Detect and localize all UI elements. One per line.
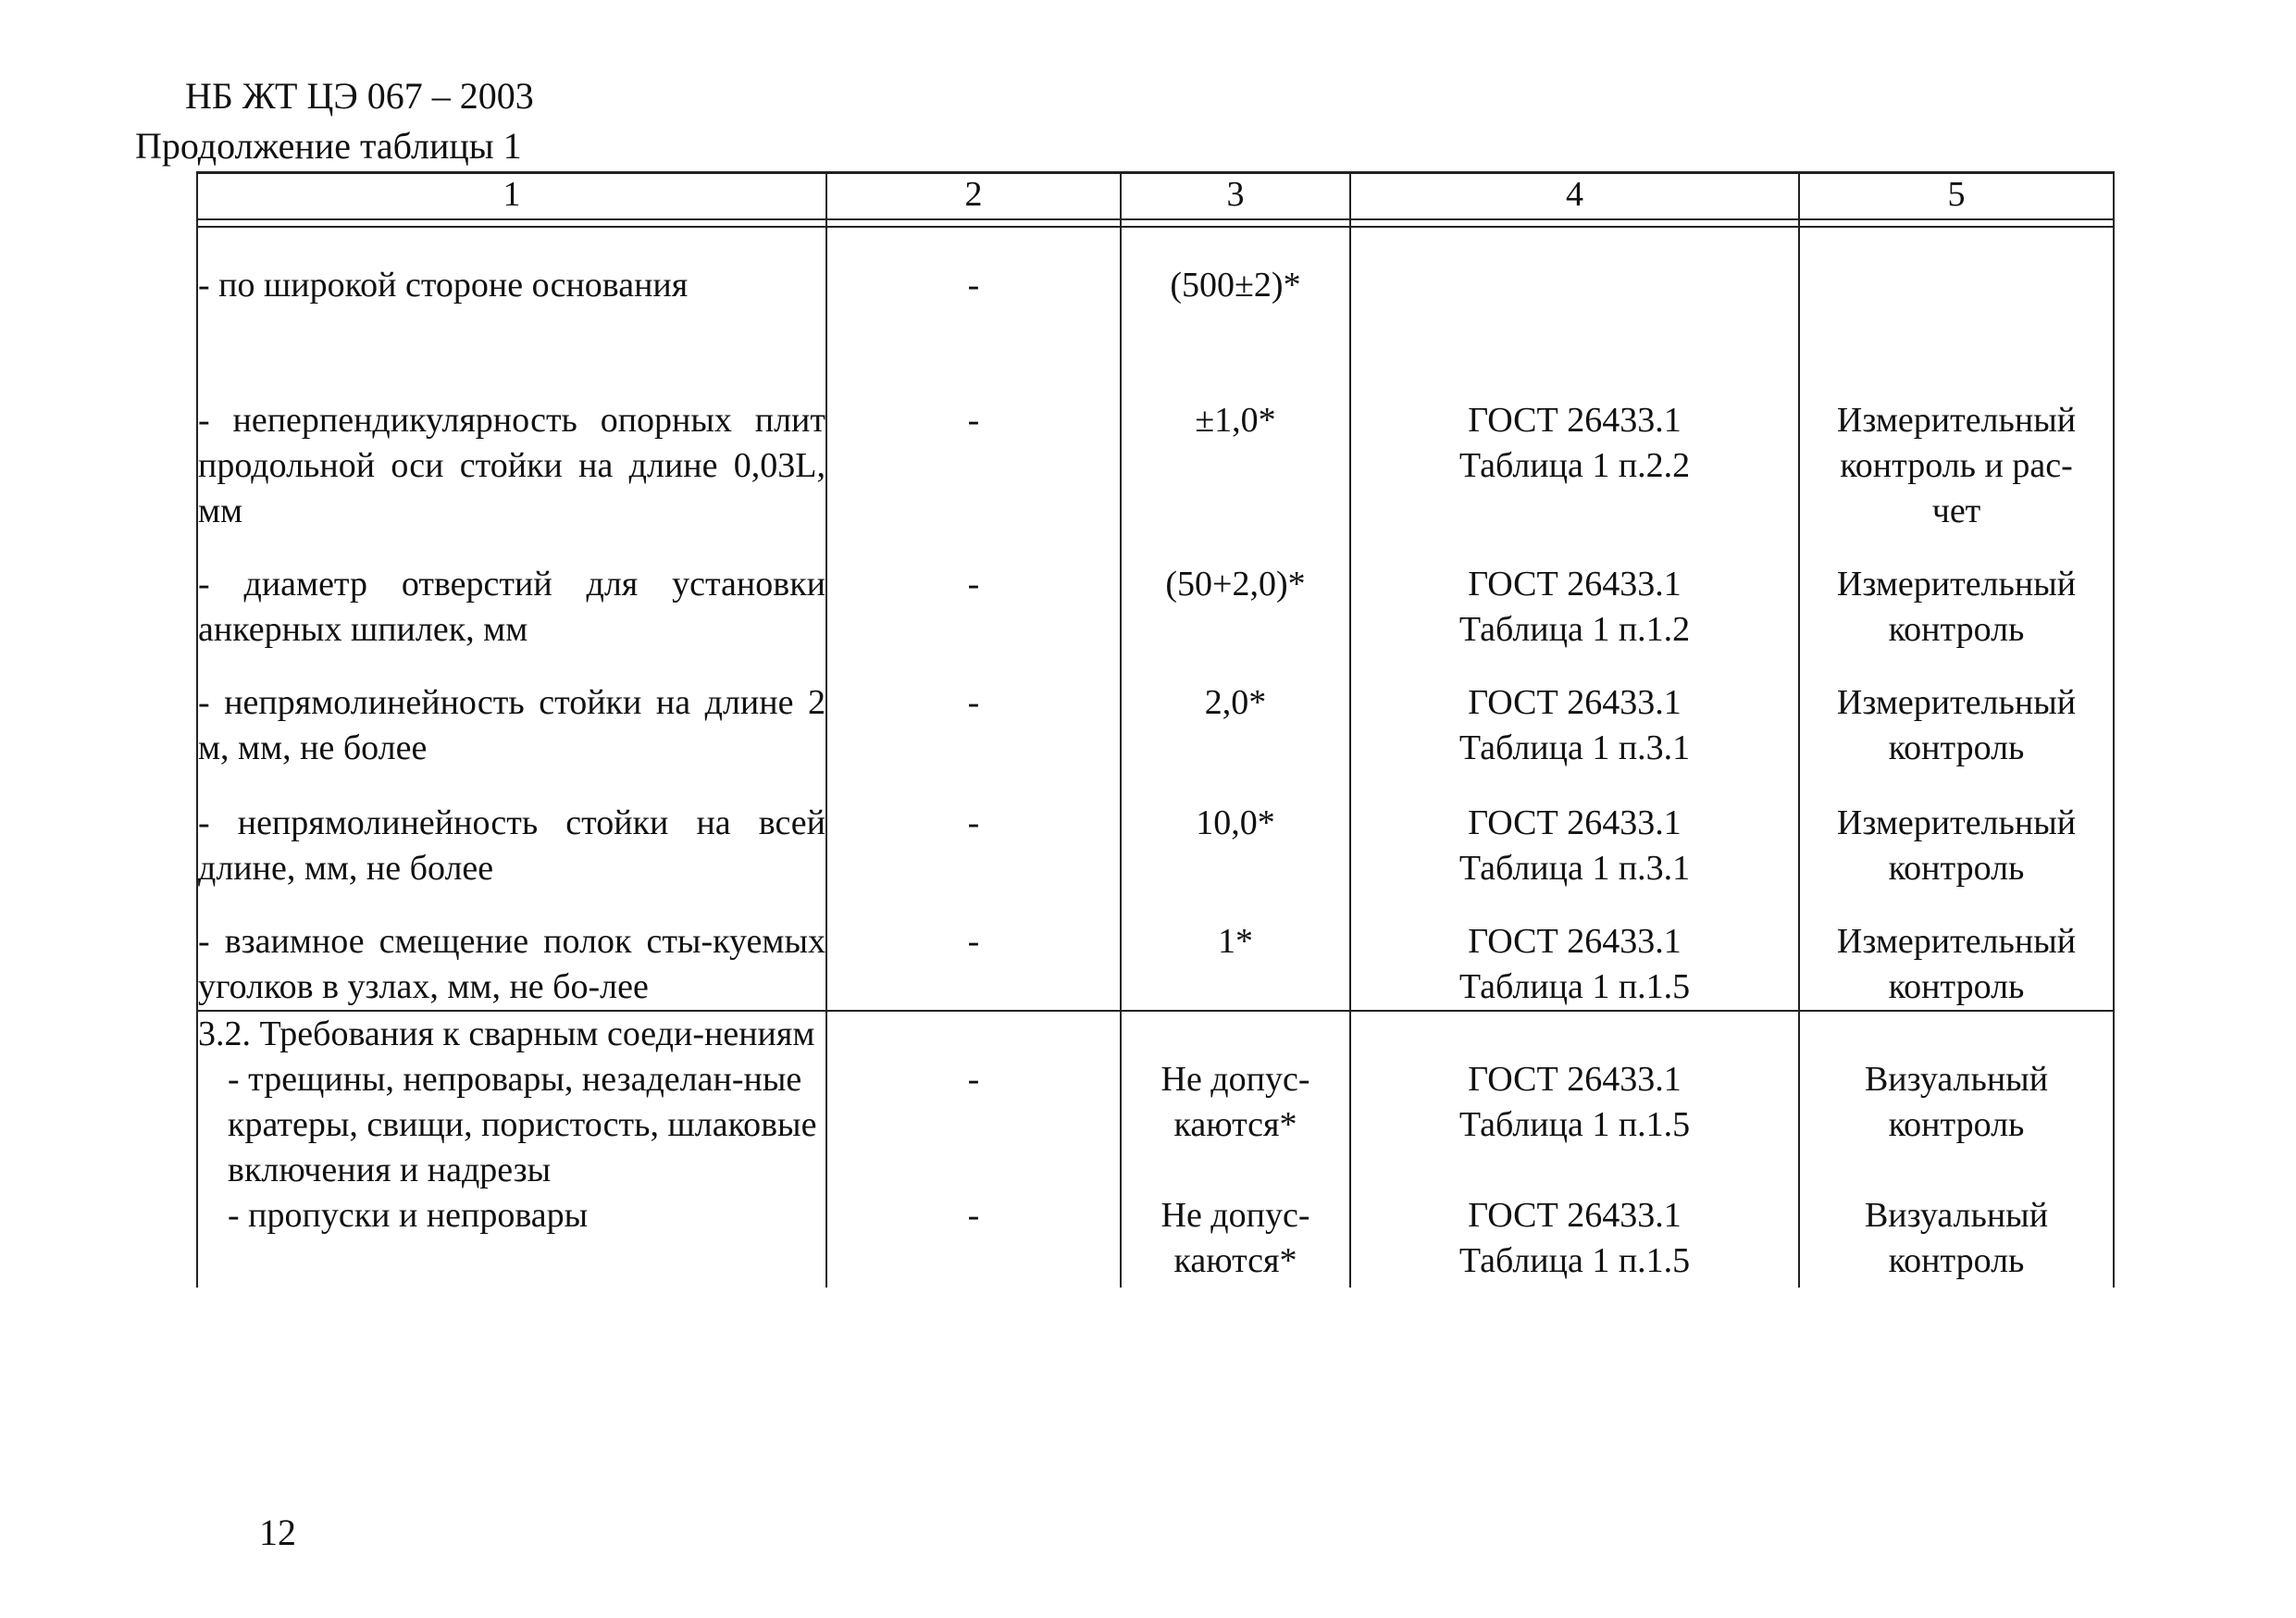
control-method-line: Визуальный	[1864, 1196, 2049, 1235]
standard-reference	[1350, 398, 1799, 534]
requirement-value-line: каются*	[1173, 1241, 1297, 1280]
control-method	[1799, 653, 2114, 771]
requirement-value: 1*	[1121, 891, 1350, 1011]
control-method-line: Визуальный	[1864, 1060, 2049, 1099]
standard-reference	[1350, 1057, 1799, 1193]
control-method-line: Измерительный	[1836, 683, 2077, 722]
requirement-value	[1121, 1057, 1350, 1193]
table-row	[197, 891, 2114, 1011]
standard-code: ГОСТ 26433.1	[1468, 565, 1682, 604]
column-2-value: -	[826, 891, 1121, 1011]
requirement-name-text: - пропуски и непровары	[228, 1196, 589, 1235]
column-number-row	[197, 173, 2114, 220]
requirement-name: - непрямолинейность стойки на длине 2 м, мм, не более	[197, 653, 826, 771]
requirement-name: - диаметр отверстий для установки анкерных шпилек, мм	[197, 534, 826, 653]
requirement-name: - неперпендикулярность опорных плит продольной оси стойки на длине 0,03L, мм	[197, 398, 826, 534]
row-spacer	[197, 1284, 2114, 1288]
standard-reference	[1350, 534, 1799, 653]
standard-clause: Таблица 1 п.3.1	[1458, 728, 1691, 767]
control-method	[1799, 398, 2114, 534]
standard-clause: Таблица 1 п.1.5	[1458, 967, 1691, 1006]
column-2-value: -	[826, 398, 1121, 534]
control-method	[1799, 227, 2114, 346]
standard-reference	[1350, 1193, 1799, 1284]
column-header-4: 4	[1350, 173, 1799, 220]
control-method-line: Измерительный	[1836, 565, 2077, 604]
standard-clause: Таблица 1 п.1.5	[1458, 1105, 1691, 1144]
control-method	[1799, 771, 2114, 891]
control-method-line: Измерительный	[1836, 401, 2077, 440]
column-2-value: -	[826, 653, 1121, 771]
requirement-name: - по широкой стороне основания	[197, 227, 826, 346]
column-header-5: 5	[1799, 173, 2114, 220]
table-row	[197, 227, 2114, 346]
control-method	[1799, 1193, 2114, 1284]
control-method-line: контроль	[1888, 849, 2025, 888]
column-2-value: -	[826, 227, 1121, 346]
standard-reference	[1350, 771, 1799, 891]
requirement-value-line: Не допус-	[1160, 1060, 1310, 1099]
requirement-value: (50+2,0)*	[1121, 534, 1350, 653]
table-row	[197, 771, 2114, 891]
requirement-value: 10,0*	[1121, 771, 1350, 891]
page-number: 12	[259, 1512, 296, 1553]
requirement-value	[1121, 1193, 1350, 1284]
control-method-line: контроль	[1888, 728, 2025, 767]
control-method-line: контроль	[1888, 967, 2025, 1006]
requirements-table	[196, 171, 2115, 1288]
row-spacer	[197, 346, 2114, 398]
requirement-name: - взаимное смещение полок сты-куемых уголков в узлах, мм, не бо-лее	[197, 891, 826, 1011]
header-double-rule	[197, 219, 2114, 227]
requirement-name	[197, 1193, 826, 1284]
table-header	[197, 173, 2114, 228]
control-method	[1799, 534, 2114, 653]
control-method	[1799, 1057, 2114, 1193]
column-header-3: 3	[1121, 173, 1350, 220]
column-2-value: -	[826, 534, 1121, 653]
standard-code: ГОСТ 26433.1	[1468, 1060, 1682, 1099]
standard-reference	[1350, 653, 1799, 771]
control-method-line: Измерительный	[1836, 922, 2077, 961]
standard-clause: Таблица 1 п.1.2	[1458, 610, 1691, 649]
standard-code: ГОСТ 26433.1	[1468, 1196, 1682, 1235]
standard-reference	[1350, 227, 1799, 346]
table-row	[197, 653, 2114, 771]
table-row	[197, 1193, 2114, 1284]
column-header-2: 2	[826, 173, 1121, 220]
requirement-value: (500±2)*	[1121, 227, 1350, 346]
control-method-line: контроль	[1888, 610, 2025, 649]
column-2-value: -	[826, 1193, 1121, 1284]
requirement-name: - непрямолинейность стойки на всей длине, мм, не более	[197, 771, 826, 891]
requirement-value-line: Не допус-	[1160, 1196, 1310, 1235]
standard-reference	[1350, 891, 1799, 1011]
section-title: 3.2. Требования к сварным соеди-нениям	[197, 1011, 826, 1057]
table-continuation-title: Продолжение таблицы 1	[135, 125, 522, 167]
requirement-value: 2,0*	[1121, 653, 1350, 771]
control-method-line: чет	[1931, 492, 1981, 530]
table-body	[197, 227, 2114, 1288]
standard-code: ГОСТ 26433.1	[1468, 683, 1682, 722]
column-header-1: 1	[197, 173, 826, 220]
standard-code: ГОСТ 26433.1	[1468, 401, 1682, 440]
control-method-line: контроль	[1888, 1241, 2025, 1280]
column-2-value: -	[826, 771, 1121, 891]
control-method-line: контроль и рас-	[1840, 446, 2073, 485]
standard-code: ГОСТ 26433.1	[1468, 803, 1682, 842]
control-method-line: Измерительный	[1836, 803, 2077, 842]
requirement-value: ±1,0*	[1121, 398, 1350, 534]
standard-clause: Таблица 1 п.3.1	[1458, 849, 1691, 888]
table-row	[197, 1057, 2114, 1193]
section-row	[197, 1011, 2114, 1057]
document-code: НБ ЖТ ЦЭ 067 – 2003	[185, 75, 534, 117]
requirement-name	[197, 1057, 826, 1193]
column-2-value: -	[826, 1057, 1121, 1193]
standard-clause: Таблица 1 п.2.2	[1458, 446, 1691, 485]
control-method	[1799, 891, 2114, 1011]
standard-code: ГОСТ 26433.1	[1468, 922, 1682, 961]
requirement-value-line: каются*	[1173, 1105, 1297, 1144]
requirement-name-text: - трещины, непровары, незаделан-ные кратеры, свищи, пористость, шлаковые включения и надрезы	[228, 1060, 817, 1189]
table-row	[197, 398, 2114, 534]
control-method-line: контроль	[1888, 1105, 2025, 1144]
table-row	[197, 534, 2114, 653]
standard-clause: Таблица 1 п.1.5	[1458, 1241, 1691, 1280]
